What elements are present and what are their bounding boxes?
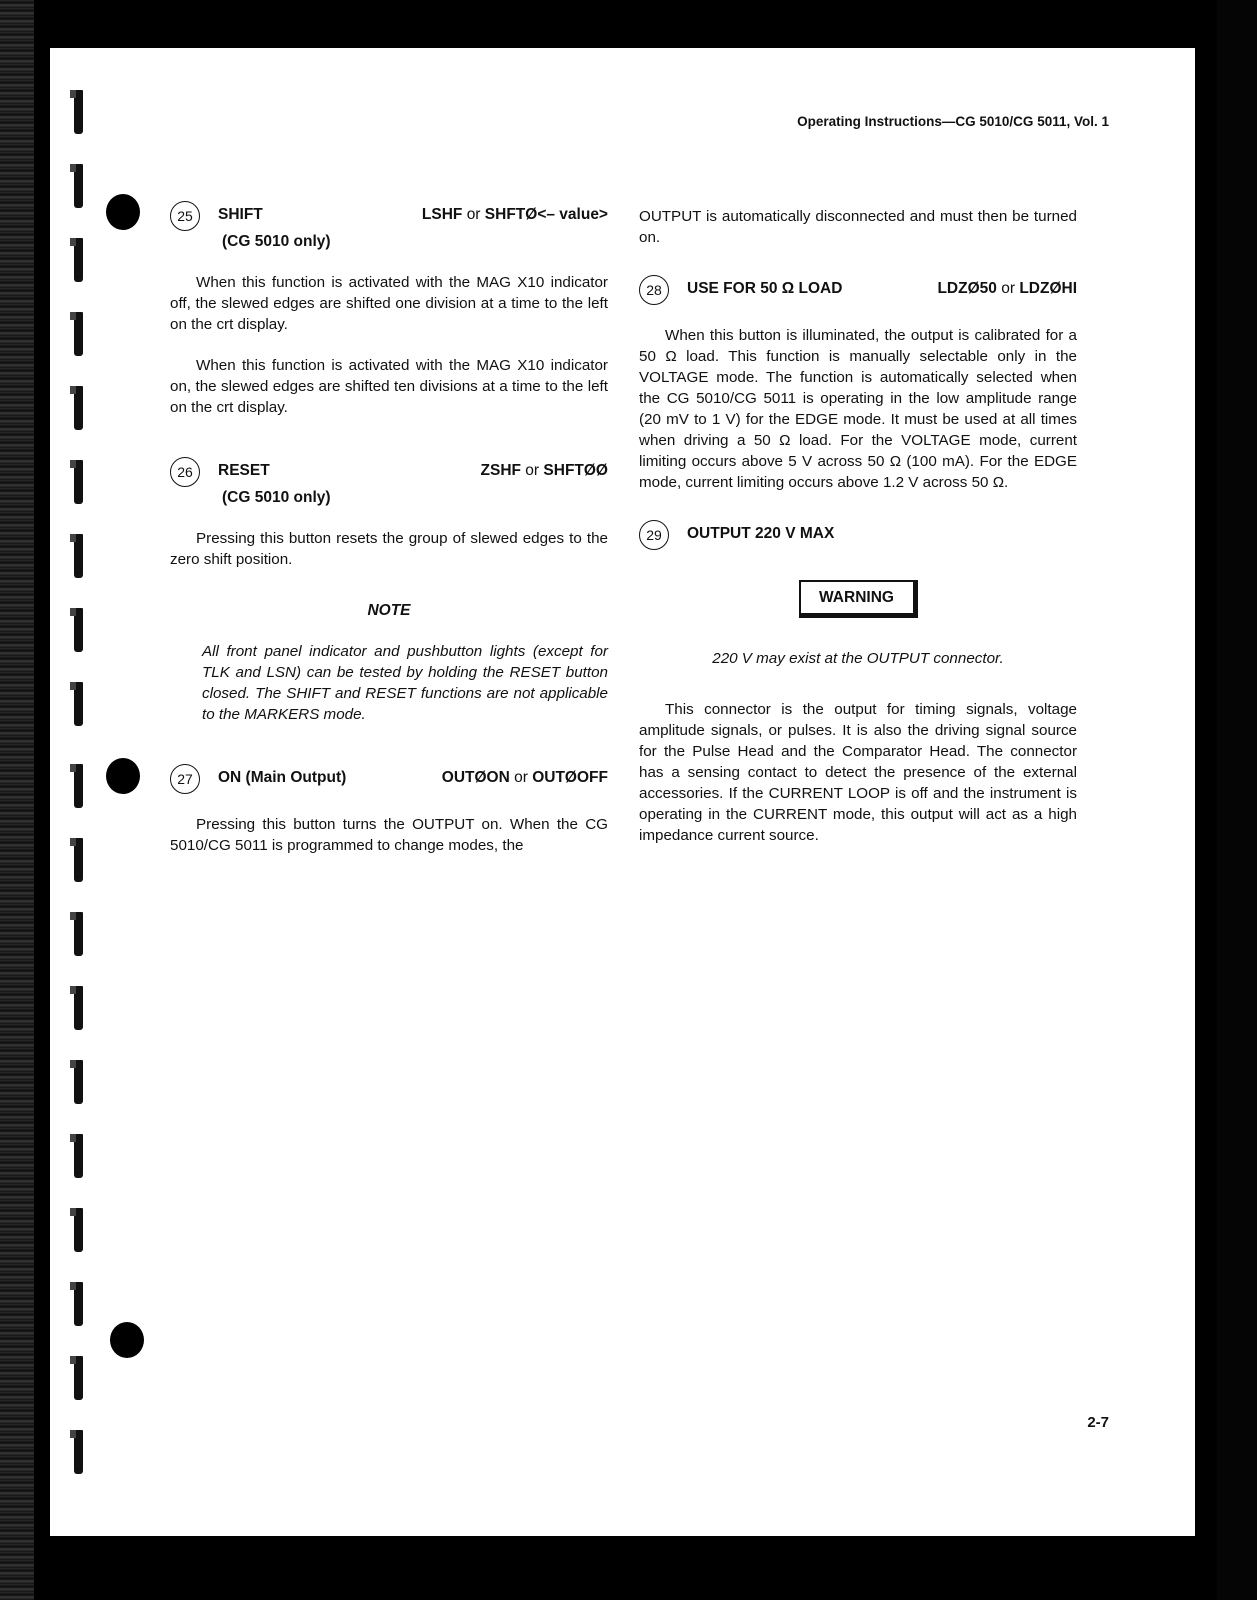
binder-ring xyxy=(74,1208,83,1252)
right-column xyxy=(639,206,1077,846)
binder-ring xyxy=(74,912,83,956)
binder-ring xyxy=(74,1430,83,1474)
gpib-command: ZSHF or SHFTØØ xyxy=(480,462,608,479)
item-number-badge: 27 xyxy=(170,764,200,794)
item-title: USE FOR 50 Ω LOAD xyxy=(687,280,843,297)
punch-hole xyxy=(106,758,140,794)
note-body: All front panel indicator and pushbutton lights (except for TLK and LSN) can be tested by holding the RESET button closed. The SHIFT and RESET functions are not applicable to the MARKERS mode. xyxy=(202,643,608,723)
binder-ring xyxy=(74,238,83,282)
binder-ring xyxy=(74,164,83,208)
binder-ring xyxy=(74,534,83,578)
gpib-command: LDZØ50 or LDZØHI xyxy=(937,280,1077,297)
item-heading xyxy=(170,767,608,794)
item-title: ON (Main Output) xyxy=(218,769,347,786)
paragraph: OUTPUT is automatically disconnected and must then be turned on. xyxy=(639,208,1077,246)
scan-left-edge xyxy=(0,0,34,1600)
paragraph: Pressing this button turns the OUTPUT on. When the CG 5010/CG 5011 is programmed to change modes, the xyxy=(170,816,608,854)
gpib-command: OUTØON or OUTØOFF xyxy=(441,769,608,786)
binder-ring xyxy=(74,1134,83,1178)
binder-ring xyxy=(74,1060,83,1104)
item-heading xyxy=(170,204,608,231)
item-subtitle: (CG 5010 only) xyxy=(222,489,331,506)
page-number: 2-7 xyxy=(1087,1414,1109,1431)
item-number-badge: 25 xyxy=(170,201,200,231)
item-number-badge: 26 xyxy=(170,457,200,487)
item-title: RESET xyxy=(218,462,270,479)
binder-ring xyxy=(74,682,83,726)
paragraph: This connector is the output for timing signals, voltage amplitude signals, or pulses. It is also the driving signal source for the Pulse Head and the Comparator Head. The connector has a sensing contact to detect the presence of the external accessories. If the CURRENT LOOP is off and the instrument is operating in the CURRENT mode, this output will act as a high impedance current source. xyxy=(639,701,1077,844)
item-title: SHIFT xyxy=(218,206,263,223)
warning-text: 220 V may exist at the OUTPUT connector. xyxy=(712,650,1004,667)
binder-ring xyxy=(74,838,83,882)
binder-ring xyxy=(74,608,83,652)
paragraph: When this function is activated with the MAG X10 indicator on, the slewed edges are shifted ten divisions at a time to the left on the crt display. xyxy=(170,357,608,416)
left-column xyxy=(170,204,608,856)
punch-hole xyxy=(106,194,140,230)
binder-ring xyxy=(74,312,83,356)
paragraph: Pressing this button resets the group of slewed edges to the zero shift position. xyxy=(170,530,608,568)
warning-box: WARNING xyxy=(799,580,918,618)
document-page xyxy=(50,48,1195,1536)
paragraph: When this function is activated with the MAG X10 indicator off, the slewed edges are shifted one division at a time to the left on the crt display. xyxy=(170,274,608,333)
item-heading xyxy=(170,460,608,487)
punch-hole xyxy=(110,1322,144,1358)
binder-ring xyxy=(74,1282,83,1326)
item-subtitle: (CG 5010 only) xyxy=(222,233,331,250)
paragraph: When this button is illuminated, the output is calibrated for a 50 Ω load. This function is manually selectable only in the VOLTAGE mode. The function is automatically selected when the CG 5010/CG 5011 is operating in the low amplitude range (20 mV to 1 V) for the EDGE mode. It must be used at all times when driving a 50 Ω load. For the VOLTAGE mode, current limiting occurs above 5 V across 50 Ω (100 mA). For the EDGE mode, current limiting occurs above 1.2 V across 50 Ω. xyxy=(639,327,1077,491)
note-title: NOTE xyxy=(367,602,411,619)
binder-ring xyxy=(74,460,83,504)
gpib-command: LSHF or SHFTØ<– value> xyxy=(421,206,608,223)
item-number-badge: 29 xyxy=(639,520,669,550)
item-heading xyxy=(639,523,1077,550)
item-title: OUTPUT 220 V MAX xyxy=(687,525,835,542)
binder-ring xyxy=(74,90,83,134)
binder-ring xyxy=(74,986,83,1030)
running-header: Operating Instructions—CG 5010/CG 5011, Vol. 1 xyxy=(797,114,1109,129)
binder-ring xyxy=(74,1356,83,1400)
binder-ring xyxy=(74,764,83,808)
item-heading xyxy=(639,278,1077,305)
item-number-badge: 28 xyxy=(639,275,669,305)
scan-right-edge xyxy=(1217,0,1257,1600)
binder-ring xyxy=(74,386,83,430)
